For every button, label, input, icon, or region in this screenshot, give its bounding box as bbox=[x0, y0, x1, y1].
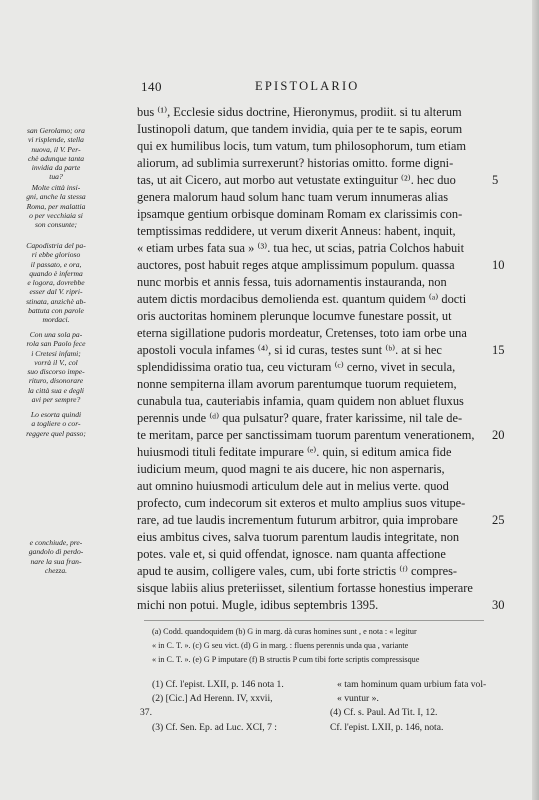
footnote: (1) Cf. l'epist. LXII, p. 146 nota 1. bbox=[152, 679, 284, 690]
footnote: 37. bbox=[140, 707, 152, 718]
body-line: splendidissima oratio tua, ceu victuram ⁽ᶜ⁾ cerno, vivet in secula, bbox=[137, 360, 456, 374]
body-line: genera malorum haud solum hanc tuam verum innumeras alias bbox=[137, 190, 449, 204]
margin-note-5: Lo esorta quindi a togliere o cor- reggere quel passo; bbox=[26, 410, 86, 438]
footnote: Cf. l'epist. LXII, p. 146, nota. bbox=[330, 722, 444, 733]
apparatus-line: « in C. T. ». (e) G P imputare (f) B structis P cum tibi forte scriptis compressisque bbox=[152, 655, 420, 664]
footnote: (4) Cf. s. Paul. Ad Tit. I, 12. bbox=[330, 707, 438, 718]
line-number: 25 bbox=[492, 513, 505, 527]
body-line: nonne sempiterna illam avorum parentumque tuorum requietem, bbox=[137, 377, 457, 391]
margin-note-2: Molte città insi- gni, anche la stessa Roma, per malattia o per vecchiaia si son consunte; bbox=[26, 183, 86, 230]
apparatus-line: (a) Codd. quandoquidem (b) G in marg. dà curas homines sunt , e nota : « legitur bbox=[152, 627, 417, 636]
page-number: 140 bbox=[141, 79, 162, 94]
footnote: (3) Cf. Sen. Ep. ad Luc. XCI, 7 : bbox=[152, 722, 277, 733]
body-line: rare, ad tue laudis incrementum futurum arbitror, quia improbare bbox=[137, 513, 458, 527]
body-line: sisque labiis alius preteriisset, silentium fortasse honestius imperare bbox=[137, 581, 473, 595]
body-line: apostoli vocula infames ⁽⁴⁾, si id curas, testes sunt ⁽ᵇ⁾. at si hec bbox=[137, 343, 442, 357]
body-line: te meritam, parce per sanctissimam tuorum parentum venerationem, bbox=[137, 428, 475, 442]
line-number: 5 bbox=[492, 173, 499, 187]
line-number: 20 bbox=[492, 428, 505, 442]
body-line: perennis unde ⁽ᵈ⁾ qua pulsatur? quare, frater karissime, nil tale de- bbox=[137, 411, 463, 425]
body-line: aut omnino huiusmodi articulum dele aut in melius verte. quod bbox=[137, 479, 449, 493]
body-line: potes. vale et, si quid offendat, ignosce. nam quanta affectione bbox=[137, 547, 446, 561]
body-line: nunc morbis et annis fessa, tuis adornamentis instauranda, non bbox=[137, 275, 447, 289]
body-line: eterna sigillatione pudoris mordeatur, Cretenses, toto iam orbe una bbox=[137, 326, 467, 340]
body-line: apud te ausim, colligere vales, cum, ubi forte strictis ⁽ᶠ⁾ compres- bbox=[137, 564, 458, 578]
body-line: eius ambitus cives, salva tuorum parentum laudis integritate, non bbox=[137, 530, 460, 544]
body-line: qui ex humilibus locis, tum vatum, tum philosophorum, tum etiam bbox=[137, 139, 467, 153]
body-line: profecto, cum indecorum sit exteros et multo amplius suos vitupe- bbox=[137, 496, 466, 510]
line-number: 30 bbox=[492, 598, 505, 612]
margin-note-4: Con una sola pa- rola san Paolo fece i Cretesi infami; vorrà il V., col suo discorso impe- rituro, disonorare la città sua e degli avi per sempre? bbox=[26, 330, 86, 405]
body-line: michi non potui. Mugle, idibus septembris 1395. bbox=[137, 598, 379, 612]
body-line: Iustinopoli datum, que tandem invidia, quia per te te sapis, eorum bbox=[137, 122, 463, 136]
footnote: (2) [Cic.] Ad Herenn. IV, xxvii, bbox=[152, 693, 273, 704]
footnote: « tam hominum quam urbium fata vol- bbox=[337, 679, 487, 690]
body-line: temptissimas reddidere, ut verum dixerit Anneus: habent, inquit, bbox=[137, 224, 456, 238]
body-line: oris auctoritas hominem plerunque locumve funestare possit, ut bbox=[137, 309, 452, 323]
body-line: autem dictis mordacibus demolienda est. quantum quidem ⁽ᵃ⁾ docti bbox=[137, 292, 467, 306]
apparatus-divider bbox=[144, 620, 484, 621]
line-number: 10 bbox=[492, 258, 505, 272]
running-title: EPISTOLARIO bbox=[255, 79, 360, 93]
body-line: bus ⁽¹⁾, Ecclesie sidus doctrine, Hieronymus, prodiit. si tu alterum bbox=[137, 105, 462, 119]
margin-note-3: Capodistria del pa- ri ebbe glorioso il passato, e ora, quando è inferma e logora, dovrebbe esser dal V. ripri- stinata, anzichè ab- battuta con parole mordaci. bbox=[26, 241, 86, 325]
body-line: « etiam urbes fata sua » ⁽³⁾. tua hec, ut scias, patria Colchos habuit bbox=[137, 241, 465, 255]
body-line: auctores, post habuit reges atque amplissimum populum. quassa bbox=[137, 258, 455, 272]
body-line: huiusmodi tituli feditate impurare ⁽ᵉ⁾. quin, si editum amica fide bbox=[137, 445, 452, 459]
body-line: ipsamque gentium orbisque dominam Romam ex clarissimis con- bbox=[137, 207, 463, 221]
margin-note-1: san Gerolamo; ora vi risplende, stella nuova, il V. Per- chè adunque tanta invidia da parte tua? bbox=[27, 126, 85, 182]
body-line: tas, ut ait Cicero, aut morbo aut vetustate extinguitur ⁽²⁾. hec duo bbox=[137, 173, 456, 187]
body-line: cunabula tua, cauteriabis infamia, quam quidem non abluet fluxus bbox=[137, 394, 464, 408]
body-line: iudicium meum, quod magni te ais ducere, hic non aspernaris, bbox=[137, 462, 445, 476]
margin-note-6: e conchiude, pre- gandolo di perdo- nare la sua fran- chezza. bbox=[28, 538, 84, 575]
apparatus-line: « in C. T. ». (c) G seu vict. (d) G in marg. : fluens perennis unda qua , variante bbox=[152, 641, 409, 650]
line-number: 15 bbox=[492, 343, 505, 357]
footnote: « vuntur ». bbox=[337, 693, 379, 704]
body-line: aliorum, ad sublimia surrexerunt? historias omitto. forme digni- bbox=[137, 156, 454, 170]
